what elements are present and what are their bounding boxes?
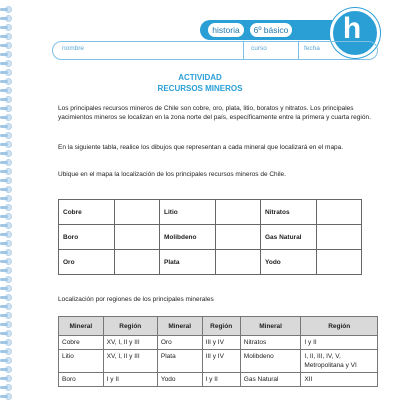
table-cell: Oro xyxy=(157,336,202,350)
spiral-ring xyxy=(0,269,8,272)
spiral-ring xyxy=(0,134,8,137)
drawing-cell[interactable] xyxy=(115,200,160,225)
spiral-ring xyxy=(0,125,8,128)
spiral-ring xyxy=(0,251,8,254)
spiral-ring xyxy=(0,323,8,326)
spiral-ring xyxy=(0,116,8,119)
spiral-ring xyxy=(0,242,8,245)
table-row xyxy=(59,350,378,373)
spiral-ring xyxy=(0,377,8,380)
column-header: Región xyxy=(103,317,157,336)
date-field-label: fecha xyxy=(304,45,320,52)
column-header: Mineral xyxy=(59,317,104,336)
spiral-ring xyxy=(0,215,8,218)
table-cell: I, II, III, IV, V, Metropolitana y VI xyxy=(301,350,378,373)
spiral-ring xyxy=(0,98,8,101)
table-cell: Gas Natural xyxy=(240,373,301,387)
course-field-label: curso xyxy=(251,45,267,52)
table-header-row xyxy=(59,317,378,336)
table-cell: III y IV xyxy=(202,336,240,350)
table-row xyxy=(59,200,362,225)
table-cell: XV, I, II y III xyxy=(103,350,157,373)
table-cell: Molibdeno xyxy=(240,350,301,373)
mineral-label: Oro xyxy=(59,250,115,275)
drawing-table xyxy=(58,199,362,275)
spiral-ring xyxy=(0,26,8,29)
activity-subtitle: RECURSOS MINEROS xyxy=(157,84,243,93)
student-info-row xyxy=(52,41,378,60)
mineral-label: Molibdeno xyxy=(160,225,216,250)
table-cell: III y IV xyxy=(202,350,240,373)
name-field-label: nombre xyxy=(62,45,85,52)
map-instruction-paragraph: Ubique en el mapa la localización de los principales recursos mineros de Chile. xyxy=(58,171,286,178)
instruction-paragraph: En la siguiente tabla, realice los dibujos que representan a cada mineral que localizará en el mapa. xyxy=(58,144,344,151)
table-cell: Nitratos xyxy=(240,336,301,350)
table-row xyxy=(59,225,362,250)
spiral-ring xyxy=(0,233,8,236)
table-cell: I y II xyxy=(202,373,240,387)
spiral-ring xyxy=(0,188,8,191)
mineral-label: Gas Natural xyxy=(261,225,317,250)
table-cell: XII xyxy=(301,373,378,387)
drawing-cell[interactable] xyxy=(216,225,261,250)
spiral-ring xyxy=(0,62,8,65)
mineral-label: Litio xyxy=(160,200,216,225)
info-separator xyxy=(298,41,299,60)
spiral-ring xyxy=(0,197,8,200)
mineral-label: Yodo xyxy=(261,250,317,275)
table-cell: Boro xyxy=(59,373,104,387)
info-separator xyxy=(243,41,244,60)
table-row xyxy=(59,250,362,275)
mineral-label: Plata xyxy=(160,250,216,275)
spiral-ring xyxy=(0,287,8,290)
spiral-ring xyxy=(0,224,8,227)
column-header: Mineral xyxy=(240,317,301,336)
table-cell: Cobre xyxy=(59,336,104,350)
table-cell: XV, I, II y III xyxy=(103,336,157,350)
notebook-spiral xyxy=(0,0,16,400)
spiral-ring xyxy=(0,206,8,209)
spiral-ring xyxy=(0,278,8,281)
drawing-cell[interactable] xyxy=(317,200,362,225)
spiral-ring xyxy=(0,17,8,20)
spiral-ring xyxy=(0,395,8,398)
column-header: Región xyxy=(202,317,240,336)
spiral-ring xyxy=(0,170,8,173)
activity-title: ACTIVIDAD xyxy=(178,73,222,82)
drawing-cell[interactable] xyxy=(216,250,261,275)
spiral-ring xyxy=(0,152,8,155)
spiral-ring xyxy=(0,305,8,308)
grade-tag: 6º básico xyxy=(250,23,292,37)
drawing-cell[interactable] xyxy=(216,200,261,225)
spiral-ring xyxy=(0,179,8,182)
table-row xyxy=(59,336,378,350)
spiral-ring xyxy=(0,44,8,47)
spiral-ring xyxy=(0,341,8,344)
spiral-ring xyxy=(0,143,8,146)
intro-paragraph: Los principales recursos mineros de Chile son cobre, oro, plata, litio, boratos y nitratos. Los principales yacimientos mineros se localizan en la zona norte del país, específicamente entre la primera y cuarta región. xyxy=(58,105,371,122)
spiral-ring xyxy=(0,161,8,164)
spiral-ring xyxy=(0,8,8,11)
spiral-ring xyxy=(0,35,8,38)
drawing-cell[interactable] xyxy=(317,225,362,250)
spiral-ring xyxy=(0,350,8,353)
spiral-ring xyxy=(0,386,8,389)
table-cell: Plata xyxy=(157,350,202,373)
subject-tag: historia xyxy=(208,23,244,37)
logo-letter: h xyxy=(342,12,362,45)
table-cell: Yodo xyxy=(157,373,202,387)
drawing-cell[interactable] xyxy=(317,250,362,275)
mineral-label: Boro xyxy=(59,225,115,250)
spiral-ring xyxy=(0,359,8,362)
table-row xyxy=(59,373,378,387)
column-header: Mineral xyxy=(157,317,202,336)
spiral-ring xyxy=(0,53,8,56)
regions-table xyxy=(58,316,378,387)
drawing-cell[interactable] xyxy=(115,225,160,250)
spiral-ring xyxy=(0,260,8,263)
regions-table-caption: Localización por regiones de los principales minerales xyxy=(58,296,214,303)
spiral-ring xyxy=(0,368,8,371)
spiral-ring xyxy=(0,296,8,299)
table-cell: I y II xyxy=(103,373,157,387)
spiral-ring xyxy=(0,107,8,110)
mineral-label: Nitratos xyxy=(261,200,317,225)
mineral-label: Cobre xyxy=(59,200,115,225)
spiral-ring xyxy=(0,332,8,335)
table-cell: Litio xyxy=(59,350,104,373)
spiral-ring xyxy=(0,314,8,317)
drawing-cell[interactable] xyxy=(115,250,160,275)
table-cell: I y II xyxy=(301,336,378,350)
column-header: Región xyxy=(301,317,378,336)
